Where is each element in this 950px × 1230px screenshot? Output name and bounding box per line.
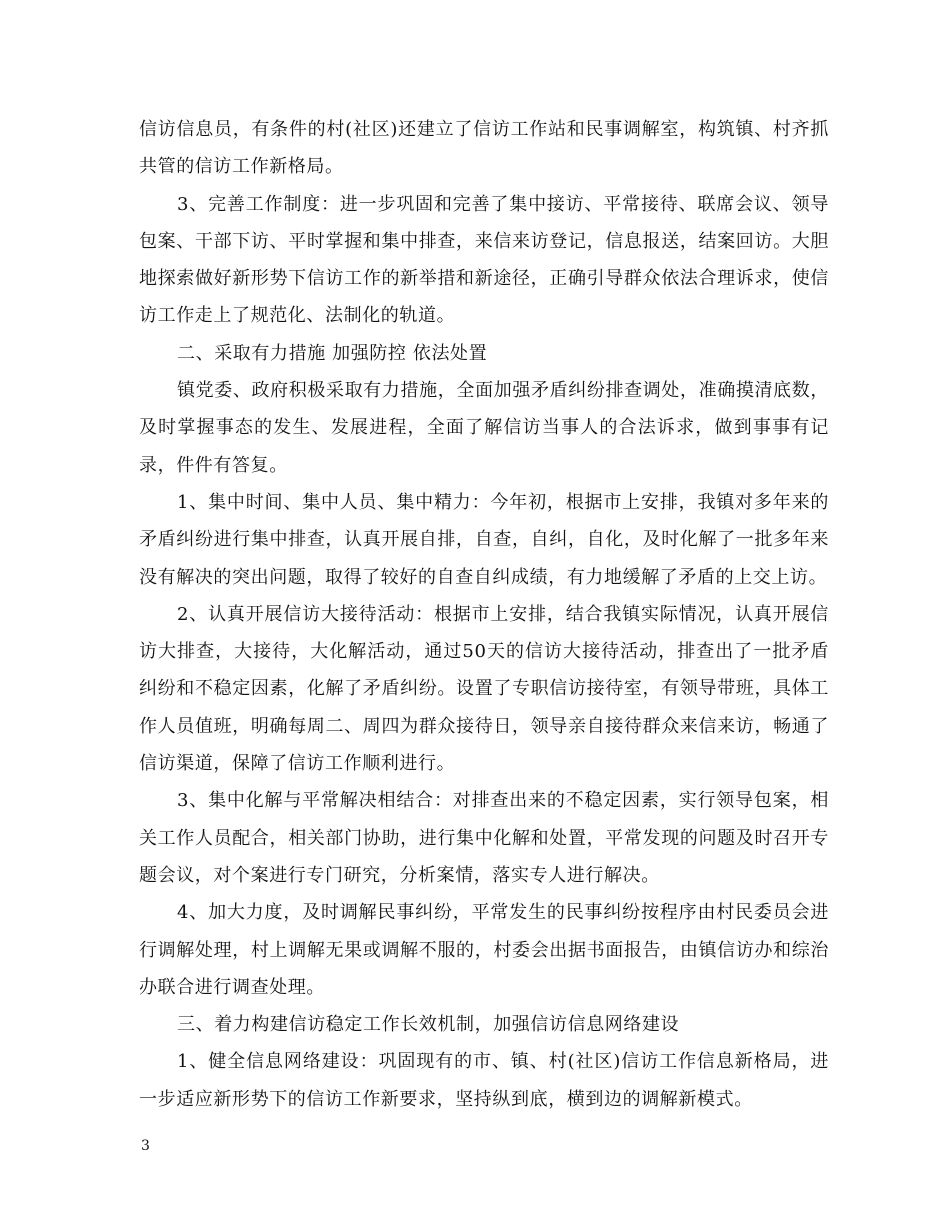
section-heading-3: 三、着力构建信访稳定工作长效机制，加强信访信息网络建设 <box>177 1014 680 1036</box>
paragraph-5: 2、认真开展信访大接待活动：根据市上安排，结合我镇实际情况，认真开展信访大排查，大接待，大化解活动，通过50天的信访大接待活动，排查出了一批矛盾纠纷和不稳定因素，化解了矛盾纠纷。设置了专职信访接待室，有领导带班，具体工作人员值班，明确每周二、周四为群众接待日，领导亲自接待群众来信来访，畅通了信访渠道，保障了信访工作顺利进行。 <box>139 603 829 775</box>
paragraph-3: 镇党委、政府积极采取有力措施，全面加强矛盾纠纷排查调处，准确摸清底数，及时掌握事态的发生、发展进程，全面了解信访当事人的合法诉求，做到事事有记录，件件有答复。 <box>139 380 829 476</box>
paragraph-2: 3、完善工作制度：进一步巩固和完善了集中接访、平常接待、联席会议、领导包案、干部下访、平时掌握和集中排查，来信来访登记，信息报送，结案回访。大胆地探索做好新形势下信访工作的新举措和新途径，正确引导群众依法合理诉求，使信访工作走上了规范化、法制化的轨道。 <box>139 193 829 327</box>
document-body <box>139 111 829 1118</box>
paragraph-4: 1、集中时间、集中人员、集中精力：今年初，根据市上安排，我镇对多年来的矛盾纠纷进行集中排查，认真开展自排，自查，自纠，自化，及时化解了一批多年来没有解决的突出问题，取得了较好的自查自纠成绩，有力地缓解了矛盾的上交上访。 <box>139 491 829 588</box>
paragraph-1: 信访信息员，有条件的村(社区)还建立了信访工作站和民事调解室，构筑镇、村齐抓共管的信访工作新格局。 <box>139 119 829 178</box>
paragraph-6: 3、集中化解与平常解决相结合：对排查出来的不稳定因素，实行领导包案，相关工作人员配合，相关部门协助，进行集中化解和处置，平常发现的问题及时召开专题会议，对个案进行专门研究，分析案情，落实专人进行解决。 <box>139 790 829 886</box>
paragraph-7: 4、加大力度，及时调解民事纠纷，平常发生的民事纠纷按程序由村民委员会进行调解处理，村上调解无果或调解不服的，村委会出据书面报告，由镇信访办和综治办联合进行调查处理。 <box>139 902 829 998</box>
paragraph-8: 1、健全信息网络建设：巩固现有的市、镇、村(社区)信访工作信息新格局，进一步适应新形势下的信访工作新要求，坚持纵到底，横到边的调解新模式。 <box>139 1051 829 1110</box>
section-heading-2: 二、采取有力措施 加强防控 依法处置 <box>177 342 488 364</box>
page-number: 3 <box>141 1138 150 1154</box>
